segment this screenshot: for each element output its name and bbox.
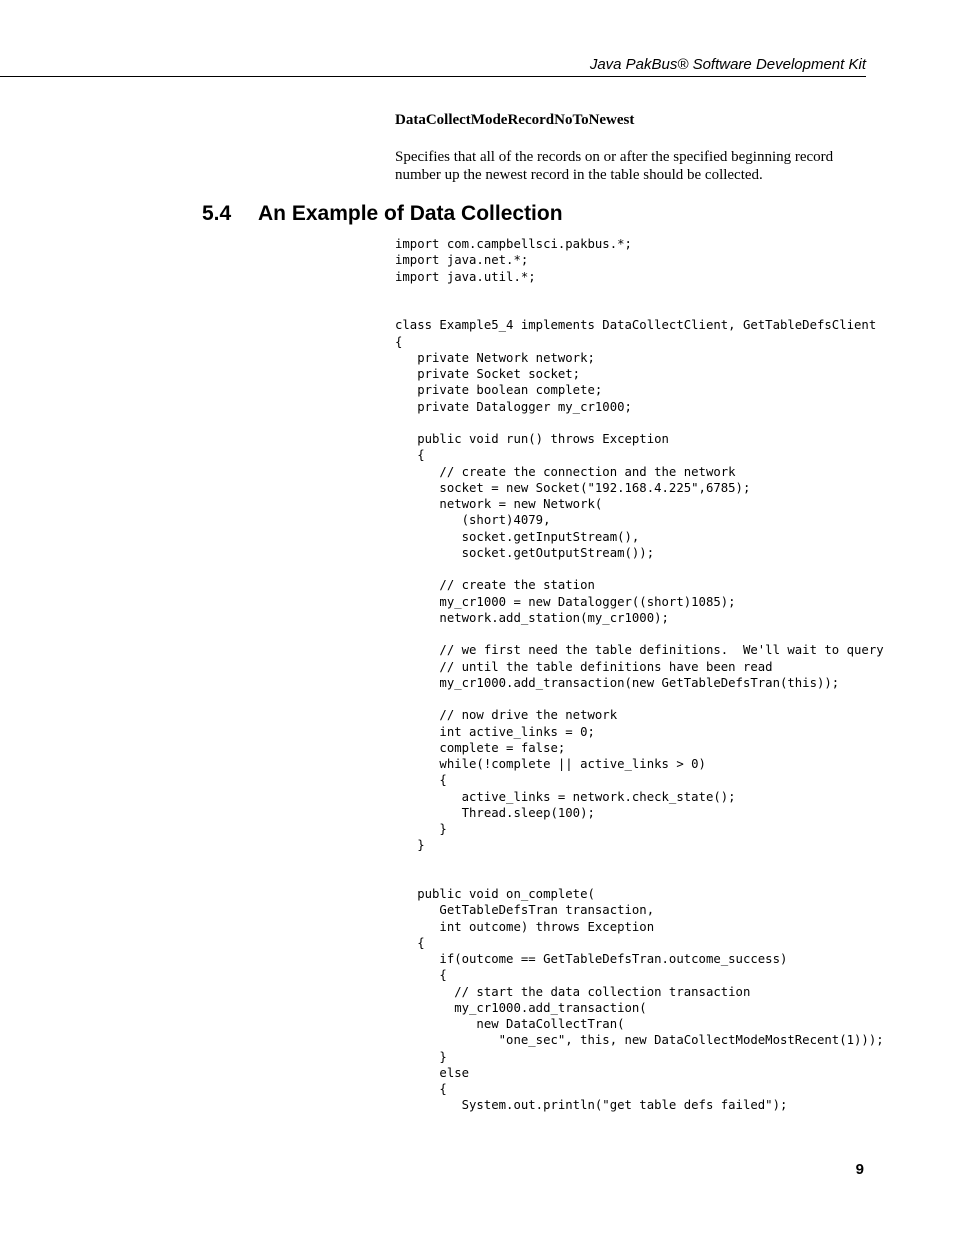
code-line: GetTableDefsTran transaction,	[395, 903, 655, 918]
code-line: import com.campbellsci.pakbus.*;	[395, 237, 632, 251]
code-line: // we first need the table definitions. We'll wait to query	[395, 643, 884, 658]
code-line: while(!complete || active_links > 0)	[395, 757, 706, 771]
code-line: {	[395, 334, 403, 349]
code-line: }	[395, 1049, 447, 1064]
code-line: {	[395, 968, 447, 983]
code-line: // create the connection and the network	[395, 464, 736, 479]
code-line: }	[395, 822, 447, 836]
code-line: // create the station	[395, 578, 595, 593]
code-line	[395, 691, 884, 707]
code-line: private Datalogger my_cr1000;	[395, 399, 632, 414]
code-line: my_cr1000.add_transaction(	[395, 1000, 647, 1015]
code-line	[395, 626, 884, 642]
code-line: complete = false;	[395, 740, 566, 755]
code-listing	[395, 236, 884, 1114]
section-title: An Example of Data Collection	[258, 202, 563, 225]
code-line: socket.getOutputStream());	[395, 545, 655, 560]
code-line	[395, 561, 884, 577]
code-line: {	[395, 1082, 447, 1096]
code-line: my_cr1000.add_transaction(new GetTableDefsTran(this));	[395, 675, 840, 690]
code-line: import java.util.*;	[395, 269, 536, 284]
code-line: System.out.println("get table defs failed");	[395, 1098, 788, 1113]
code-line: public void run() throws Exception	[395, 432, 669, 446]
code-line: new DataCollectTran(	[395, 1017, 625, 1031]
code-line: Thread.sleep(100);	[395, 805, 595, 820]
code-line	[395, 870, 884, 886]
running-header	[0, 54, 866, 77]
definition-term: DataCollectModeRecordNoToNewest	[395, 112, 635, 128]
code-line: {	[395, 448, 425, 463]
code-line: class Example5_4 implements DataCollectClient, GetTableDefsClient	[395, 318, 877, 333]
code-line: public void on_complete(	[395, 887, 595, 901]
code-line: int outcome) throws Exception	[395, 919, 655, 934]
code-line: active_links = network.check_state();	[395, 789, 736, 804]
code-line: private Socket socket;	[395, 367, 581, 381]
code-line	[395, 285, 884, 301]
code-line: "one_sec", this, new DataCollectModeMostRecent(1)));	[395, 1033, 884, 1048]
code-line: (short)4079,	[395, 513, 551, 528]
code-line: // now drive the network	[395, 708, 618, 723]
code-line: private Network network;	[395, 350, 595, 365]
code-line: if(outcome == GetTableDefsTran.outcome_success)	[395, 952, 788, 966]
code-line: my_cr1000 = new Datalogger((short)1085);	[395, 594, 736, 609]
code-line: socket = new Socket("192.168.4.225",6785);	[395, 480, 751, 495]
code-line: network.add_station(my_cr1000);	[395, 610, 669, 625]
code-line: }	[395, 838, 425, 853]
section-heading	[202, 202, 563, 226]
page-number: 9	[855, 1161, 864, 1178]
code-line: // until the table definitions have been read	[395, 659, 773, 674]
code-line	[395, 301, 884, 317]
code-line: int active_links = 0;	[395, 724, 595, 739]
code-line	[395, 854, 884, 870]
code-line: else	[395, 1065, 470, 1080]
running-header-title: Java PakBus® Software Development Kit	[589, 56, 866, 73]
code-line: network = new Network(	[395, 497, 603, 511]
code-line	[395, 415, 884, 431]
definition-description	[395, 148, 865, 184]
code-line: private boolean complete;	[395, 383, 603, 398]
code-line: socket.getInputStream(),	[395, 529, 640, 544]
definition-description-text: Specifies that all of the records on or after the specified beginning record number up the newest record in the table should be collected.	[395, 149, 834, 183]
code-line: {	[395, 935, 425, 950]
code-line: // start the data collection transaction	[395, 984, 751, 999]
section-number: 5.4	[202, 202, 232, 225]
code-line: {	[395, 773, 447, 788]
code-line: import java.net.*;	[395, 253, 529, 268]
